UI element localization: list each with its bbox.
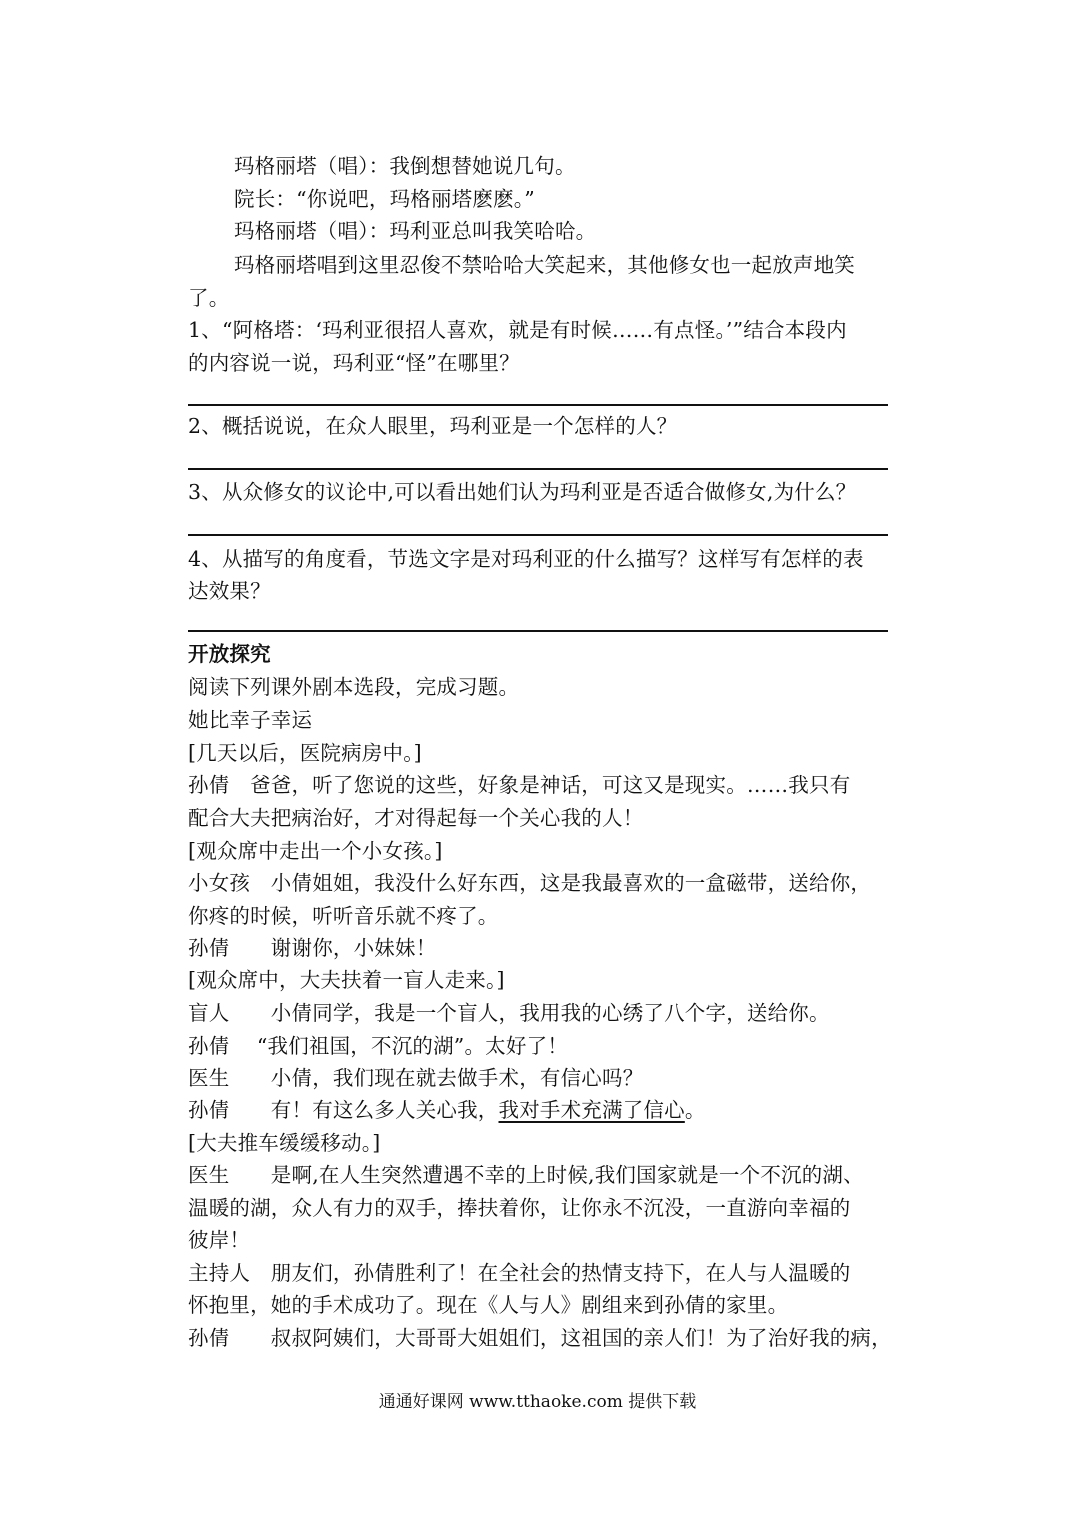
page-footer: 通通好课网 www.tthaoke.com 提供下载: [378, 1392, 697, 1412]
passage-line: 玛格丽塔唱到这里忍俊不禁哈哈大笑起来，其他修女也一起放声地笑: [234, 253, 855, 277]
question-1: 1、“阿格塔：‘玛利亚很招人喜欢，就是有时候……有点怪。’”结合本段内: [188, 318, 847, 342]
section-instruction: 阅读下列课外剧本选段，完成习题。: [188, 675, 520, 699]
passage-line: 玛格丽塔（唱）：玛利亚总叫我笑哈哈。: [234, 219, 597, 243]
answer-line: [188, 468, 888, 470]
dialogue-line: 孙倩 爸爸，听了您说的这些，好象是神话，可这又是现实。……我只有: [188, 773, 851, 797]
dialogue-line: 医生 是啊,在人生突然遭遇不幸的上时候,我们国家就是一个不沉的湖、: [188, 1163, 864, 1187]
dialogue-line: 孙倩 “我们祖国，不沉的湖”。太好了！: [188, 1034, 568, 1058]
dialogue-line: 怀抱里，她的手术成功了。现在《人与人》剧组来到孙倩的家里。: [188, 1293, 789, 1317]
dialogue-line: 温暖的湖，众人有力的双手，捧扶着你，让你永不沉没，一直游向幸福的: [188, 1196, 851, 1220]
dialogue-line: 盲人 小倩同学，我是一个盲人，我用我的心绣了八个字，送给你。: [188, 1001, 830, 1025]
question-4: 4、从描写的角度看，节选文字是对玛利亚的什么描写？这样写有怎样的表: [188, 547, 864, 571]
dialogue-line: 小女孩 小倩姐姐，我没什么好东西，这是我最喜欢的一盒磁带，送给你，: [188, 871, 872, 895]
dialogue-line: 主持人 朋友们，孙倩胜利了！在全社会的热情支持下，在人与人温暖的: [188, 1261, 851, 1285]
question-4-cont: 达效果？: [188, 579, 271, 603]
answer-line: [188, 534, 888, 536]
dialogue-line: 配合大夫把病治好，才对得起每一个关心我的人！: [188, 806, 644, 830]
answer-line: [188, 630, 888, 632]
dialogue-line: 你疼的时候，听听音乐就不疼了。: [188, 904, 499, 928]
script-title: 她比幸子幸运: [188, 708, 313, 732]
question-2: 2、概括说说，在众人眼里，玛利亚是一个怎样的人？: [188, 414, 678, 438]
passage-line: 院长：“你说吧，玛格丽塔麽麽。”: [234, 187, 535, 211]
dialogue-line: 孙倩 谢谢你，小妹妹！: [188, 936, 437, 960]
stage-direction: [大夫推车缓缓移动。]: [188, 1131, 381, 1155]
dialogue-line: 彼岸！: [188, 1228, 251, 1252]
dialogue-line: 孙倩 叔叔阿姨们，大哥哥大姐姐们，这祖国的亲人们！为了治好我的病，: [188, 1326, 892, 1350]
dialogue-line: 医生 小倩，我们现在就去做手术，有信心吗？: [188, 1066, 644, 1090]
stage-direction: [几天以后，医院病房中。]: [188, 741, 422, 765]
question-1-cont: 的内容说一说，玛利亚“怪”在哪里？: [188, 351, 520, 375]
passage-line: 了。: [188, 286, 230, 310]
question-3: 3、从众修女的议论中,可以看出她们认为玛利亚是否适合做修女,为什么？: [188, 480, 857, 504]
underlined-phrase: 我对手术充满了信心: [498, 1098, 685, 1122]
passage-line: 玛格丽塔（唱）：我倒想替她说几句。: [234, 154, 576, 178]
dialogue-text: 。: [684, 1098, 706, 1122]
stage-direction: [观众席中走出一个小女孩。]: [188, 839, 443, 863]
dialogue-text: 孙倩 有！有这么多人关心我，: [188, 1098, 499, 1122]
stage-direction: [观众席中，大夫扶着一盲人走来。]: [188, 968, 505, 992]
section-heading: 开放探究: [188, 642, 271, 666]
answer-line: [188, 404, 888, 406]
dialogue-line: [188, 1094, 888, 1127]
